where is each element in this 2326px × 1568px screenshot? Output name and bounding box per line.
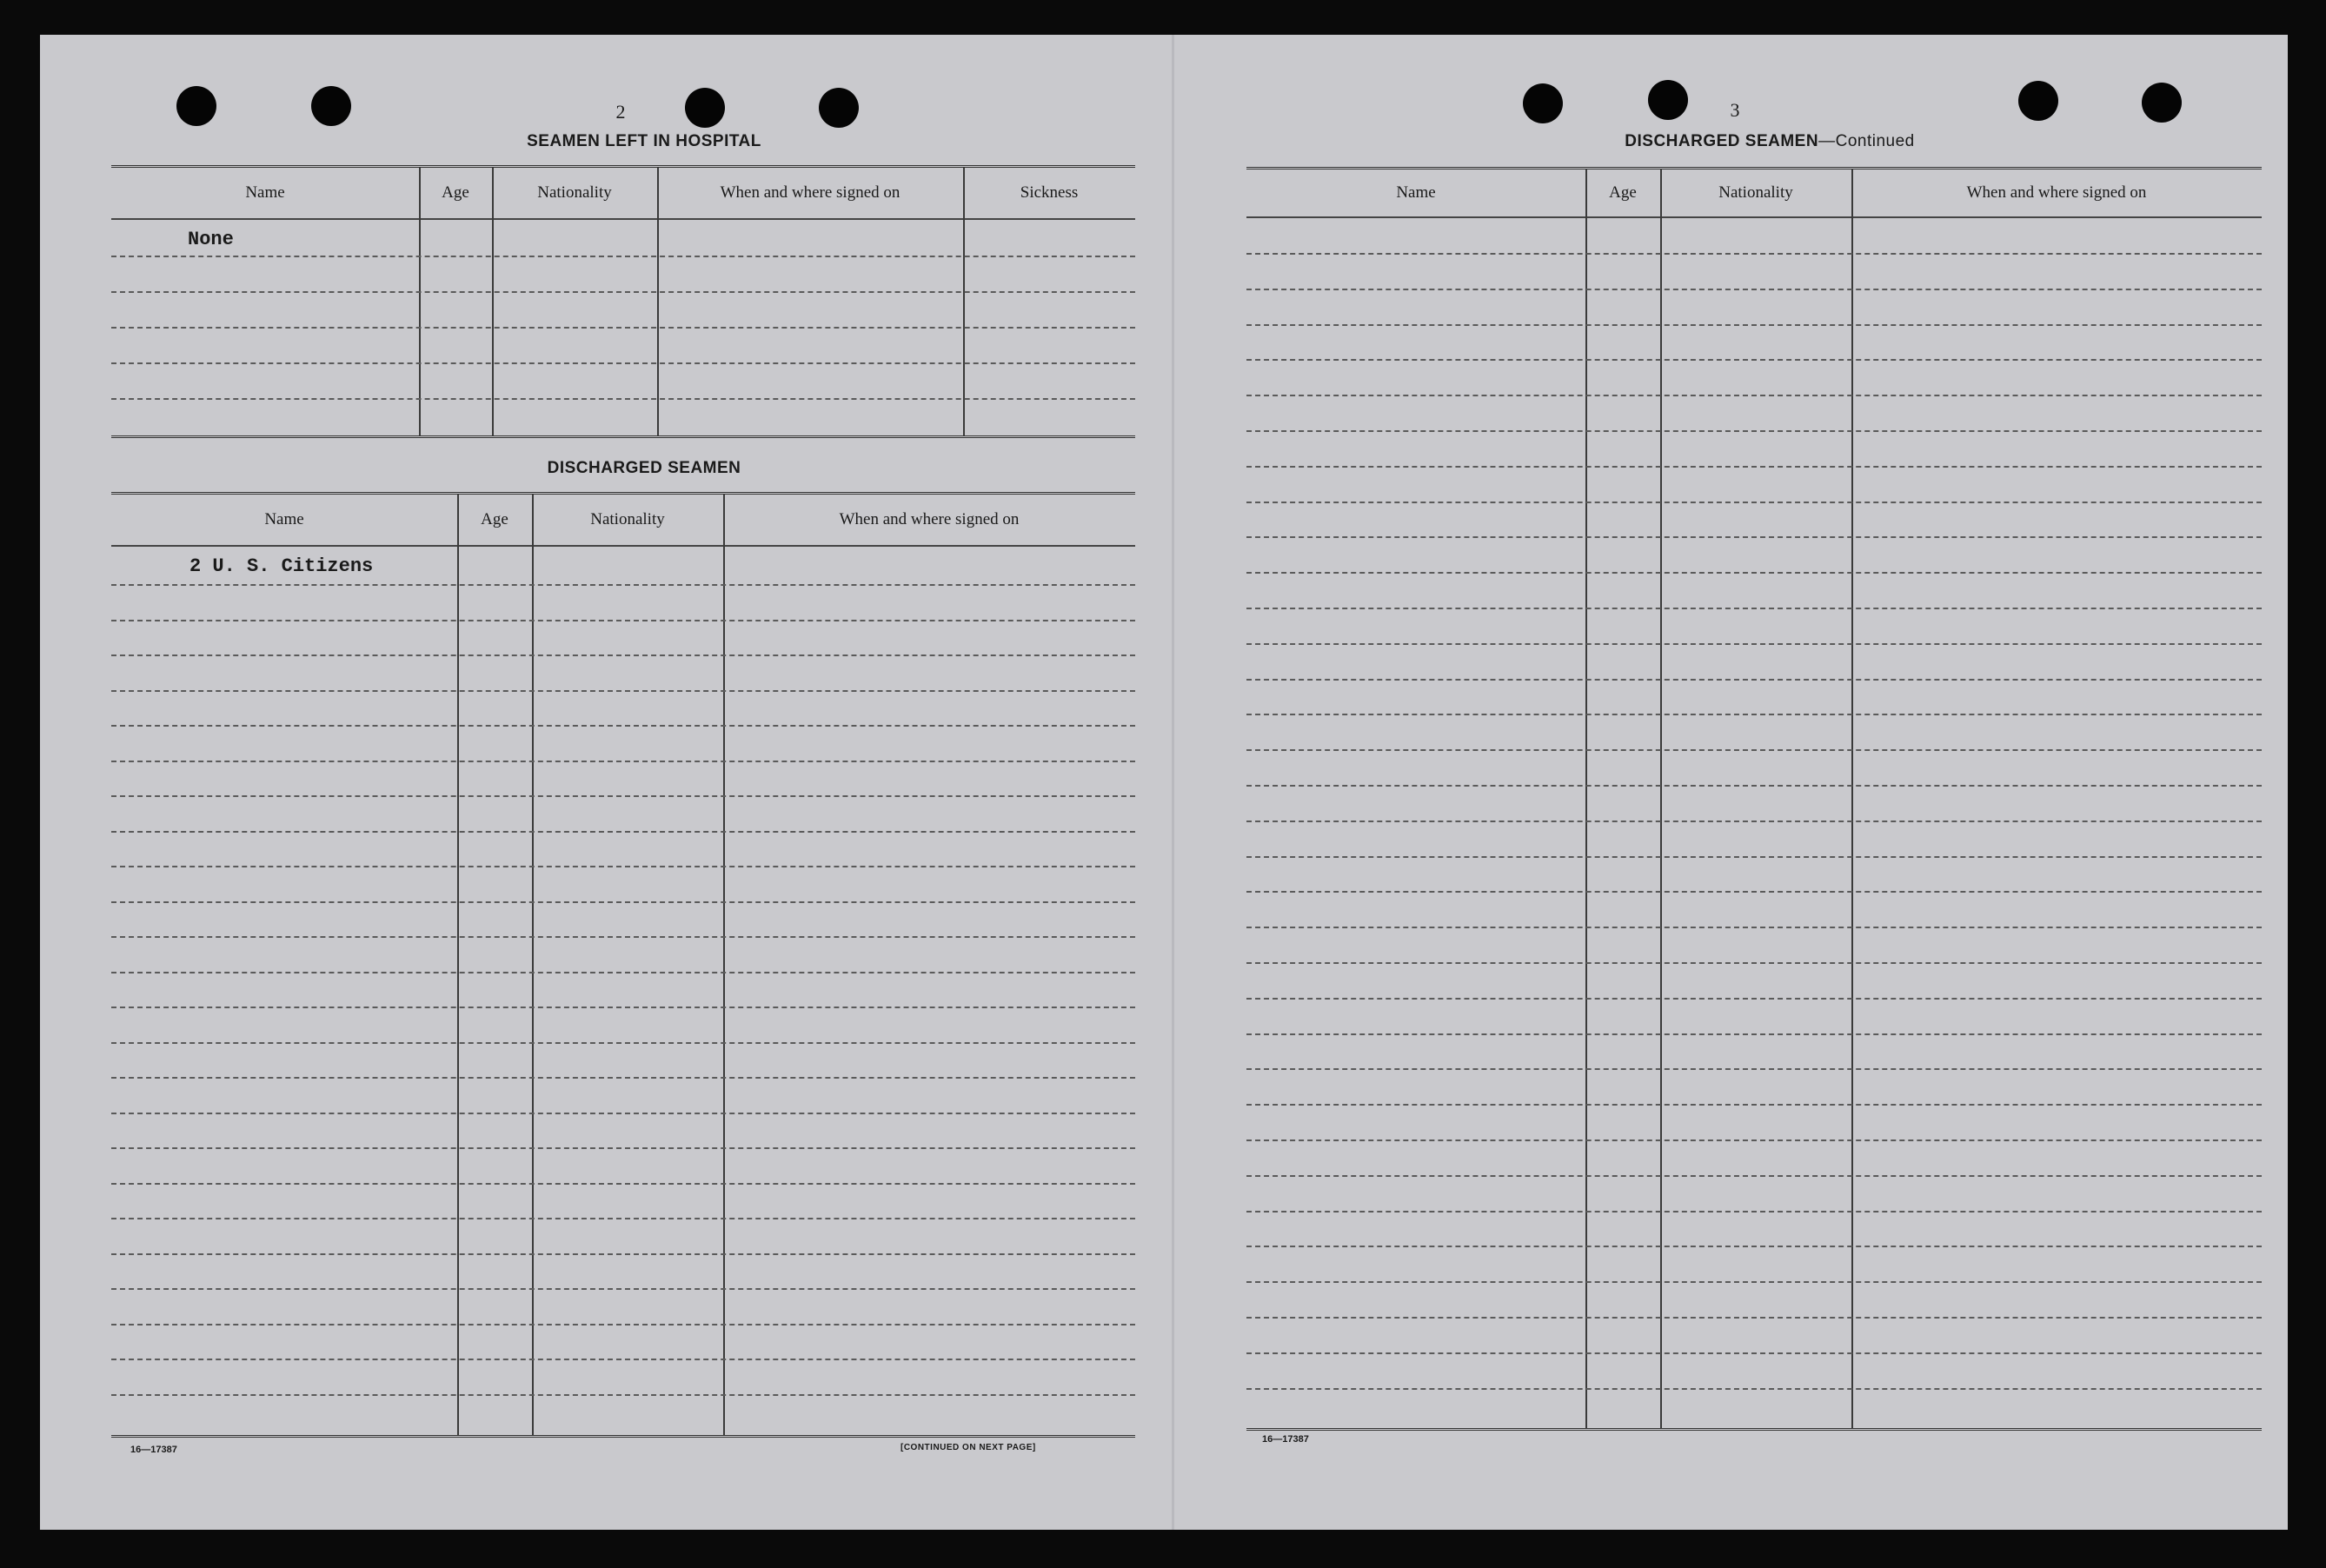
column-rule (532, 495, 534, 1435)
row-rule (111, 1077, 1135, 1079)
punch-hole (1523, 83, 1563, 123)
column-header: Nationality (1718, 183, 1793, 202)
row-rule (111, 972, 1135, 973)
document-sheet (40, 35, 2288, 1530)
row-rule (111, 1147, 1135, 1149)
column-rule (657, 168, 659, 435)
row-rule (1246, 324, 2262, 326)
column-rule (963, 168, 965, 435)
row-rule (1246, 927, 2262, 928)
row-rule (111, 1359, 1135, 1360)
discharged-table (111, 492, 1135, 1438)
column-rule (457, 495, 459, 1435)
row-rule (111, 1394, 1135, 1396)
row-rule (1246, 253, 2262, 255)
column-header: When and where signed on (1966, 183, 2147, 202)
punch-hole (685, 88, 725, 128)
punch-hole (2142, 83, 2182, 123)
punch-hole (311, 86, 351, 126)
row-rule (111, 901, 1135, 903)
column-header: Name (1396, 183, 1436, 202)
row-rule (111, 654, 1135, 656)
row-rule (1246, 1388, 2262, 1390)
row-rule (1246, 572, 2262, 574)
column-header: Name (245, 183, 285, 202)
row-rule (1246, 430, 2262, 432)
row-rule (111, 256, 1135, 257)
row-rule (1246, 1317, 2262, 1319)
table-header (1246, 169, 2262, 218)
punch-hole (2018, 81, 2058, 121)
row-rule (111, 1218, 1135, 1219)
row-rule (111, 1007, 1135, 1008)
row-rule (1246, 998, 2262, 1000)
page-fold (1172, 35, 1174, 1530)
form-number: 16—17387 (130, 1445, 177, 1455)
row-rule (1246, 714, 2262, 715)
continued-note: [CONTINUED ON NEXT PAGE] (900, 1443, 1036, 1452)
row-rule (111, 1113, 1135, 1114)
row-rule (111, 866, 1135, 867)
row-rule (111, 362, 1135, 364)
row-rule (1246, 1352, 2262, 1354)
section-title-discharged-continued (1483, 132, 2057, 151)
row-rule (1246, 359, 2262, 361)
hospital-entry: None (188, 229, 234, 250)
row-rule (1246, 395, 2262, 396)
row-rule (111, 584, 1135, 586)
row-rule (1246, 1068, 2262, 1070)
row-rule (111, 1183, 1135, 1185)
row-rule (1246, 891, 2262, 893)
row-rule (111, 291, 1135, 293)
row-rule (111, 690, 1135, 692)
row-rule (111, 831, 1135, 833)
row-rule (1246, 1104, 2262, 1106)
page-number: 2 (615, 101, 626, 123)
punch-hole (819, 88, 859, 128)
column-header: When and where signed on (720, 183, 900, 202)
row-rule (111, 620, 1135, 621)
row-rule (1246, 608, 2262, 609)
row-rule (1246, 502, 2262, 503)
punch-hole (1648, 80, 1688, 120)
row-rule (111, 327, 1135, 329)
row-rule (1246, 643, 2262, 645)
section-title-continued: —Continued (1818, 132, 1915, 150)
row-rule (111, 795, 1135, 797)
row-rule (1246, 962, 2262, 964)
row-rule (1246, 1246, 2262, 1247)
column-rule (723, 495, 725, 1435)
column-rule (419, 168, 421, 435)
page-number: 3 (1730, 99, 1740, 121)
row-rule (1246, 749, 2262, 751)
row-rule (1246, 466, 2262, 468)
punch-hole (176, 86, 216, 126)
hospital-table (111, 165, 1135, 438)
discharged-continued-table (1246, 167, 2262, 1431)
section-title-text: DISCHARGED SEAMEN (1625, 132, 1819, 150)
row-rule (1246, 1033, 2262, 1035)
column-header: When and where signed on (839, 510, 1020, 528)
row-rule (1246, 856, 2262, 858)
row-rule (111, 398, 1135, 400)
row-rule (1246, 821, 2262, 822)
table-header (111, 495, 1135, 547)
row-rule (1246, 679, 2262, 681)
row-rule (1246, 289, 2262, 290)
discharged-entry: 2 U. S. Citizens (189, 555, 374, 577)
row-rule (1246, 1211, 2262, 1213)
row-rule (1246, 785, 2262, 787)
column-header: Age (1609, 183, 1637, 202)
row-rule (111, 936, 1135, 938)
row-rule (111, 1253, 1135, 1255)
column-header: Nationality (537, 183, 612, 202)
column-header: Sickness (1020, 183, 1079, 202)
row-rule (111, 1042, 1135, 1044)
section-title-discharged: DISCHARGED SEAMEN (547, 459, 741, 477)
form-number: 16—17387 (1262, 1434, 1309, 1445)
column-header: Age (481, 510, 508, 528)
table-header (111, 168, 1135, 220)
column-header: Name (264, 510, 304, 528)
row-rule (111, 725, 1135, 727)
column-header: Age (442, 183, 469, 202)
row-rule (1246, 536, 2262, 538)
row-rule (111, 1324, 1135, 1325)
row-rule (1246, 1281, 2262, 1283)
section-title-hospital: SEAMEN LEFT IN HOSPITAL (527, 132, 761, 150)
row-rule (1246, 1175, 2262, 1177)
column-rule (492, 168, 494, 435)
row-rule (111, 1288, 1135, 1290)
column-header: Nationality (590, 510, 665, 528)
row-rule (1246, 1139, 2262, 1141)
row-rule (111, 761, 1135, 762)
